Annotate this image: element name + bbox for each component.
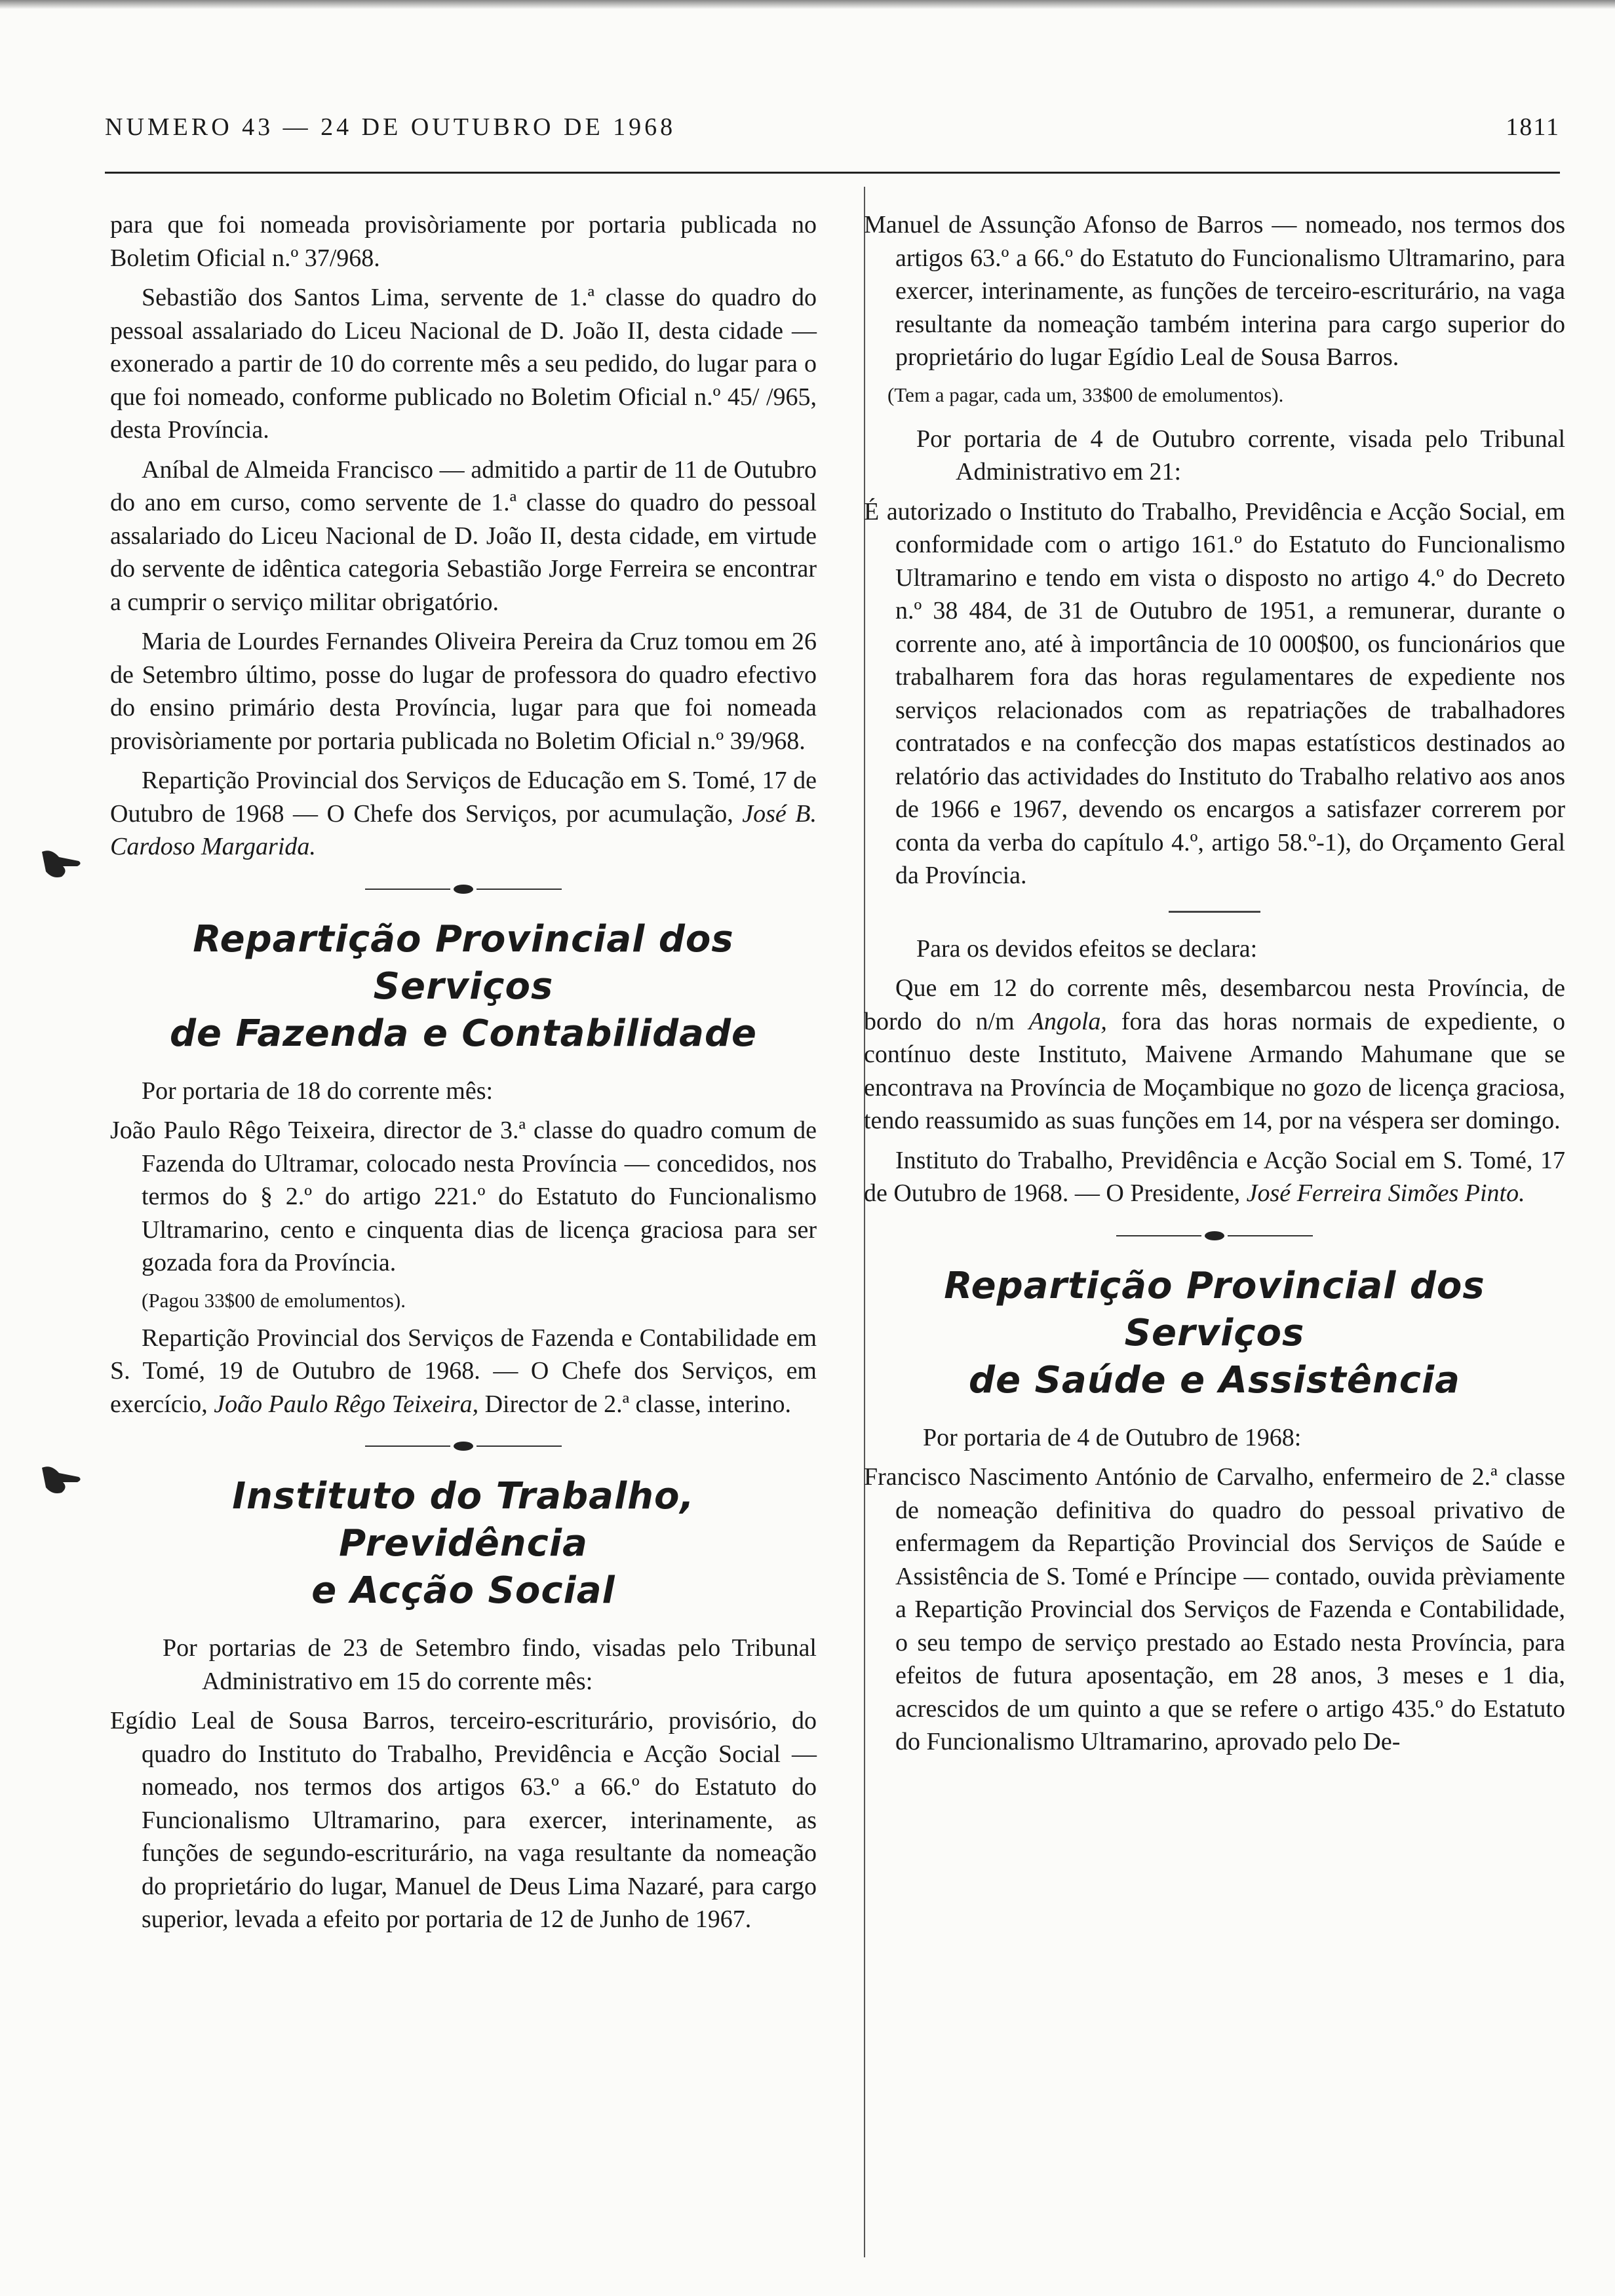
paragraph-declaracao: Que em 12 do corrente mês, desembarcou nesta Província, de bordo do n/m Angola, fora das horas normais de expediente, o contínuo deste Instituto, Maivene Armando Mahumane que se encontrava na Província de Moçambique no gozo de licença graciosa, tendo reassumido as suas funções em 14, por na véspera ser domingo. xyxy=(864,974,1566,1134)
scan-edge xyxy=(0,0,1615,9)
pointing-hand-icon xyxy=(39,1461,85,1498)
issue-line: NUMERO 43 — 24 DE OUTUBRO DE 1968 xyxy=(105,113,676,141)
section-divider xyxy=(365,1436,562,1456)
signature: João Paulo Rêgo Teixeira, xyxy=(214,1390,479,1418)
paragraph-manuel: Manuel de Assunção Afonso de Barros — nomeado, nos termos dos artigos 63.º a 66.º do Estatuto do Funcionalismo Ultramarino, para exercer, interinamente, as funções de terceiro-escriturário, na vaga resultante da nomeação também interina para cargo superior do proprietário do lugar Egídio Leal de Sousa Barros. xyxy=(864,211,1565,371)
section-title-instituto: Instituto do Trabalho, Previdência e Acção Social xyxy=(232,1475,695,1612)
closing-instituto: Instituto do Trabalho, Previdência e Acção Social em S. Tomé, 17 de Outubro de 1968. — O Presidente, José Ferreira Simões Pinto. xyxy=(864,1146,1565,1207)
closing-text: Repartição Provincial dos Serviços de Educação em S. Tomé, 17 de Outubro de 1968 — O Chefe dos Serviços, por acumulação, xyxy=(110,767,817,828)
section-title-saude: Repartição Provincial dos Serviços de Saúde e Assistência xyxy=(944,1264,1485,1402)
signature: José Ferreira Simões Pinto. xyxy=(1246,1179,1525,1207)
intro-fazenda: Por portaria de 18 do corrente mês: xyxy=(142,1077,494,1105)
paragraph-joao-paulo: João Paulo Rêgo Teixeira, director de 3.ª classe do quadro comum de Fazenda do Ultramar, colocado nesta Província — concedidos, nos termos do § 2.º do artigo 221.º do Estatuto do Funcionalismo Ultramarino, cento e cinquenta dias de licença graciosa para ser gozada fora da Província. xyxy=(110,1117,817,1276)
right-column xyxy=(864,208,1565,1765)
closing-educacao xyxy=(110,764,817,864)
left-column xyxy=(110,208,817,1943)
page-number: 1811 xyxy=(1506,113,1560,141)
paragraph-francisco: Francisco Nascimento António de Carvalho, enfermeiro de 2.ª classe de nomeação definitiva do quadro do pessoal privativo de enfermagem da Repartição Provincial dos Serviços de Saúde e Assistência de S. Tomé e Príncipe — contado, ouvida prèviamente a Repartição Provincial dos Serviços de Fazenda e Contabilidade, o seu tempo de serviço prestado ao Estado nesta Província, para efeitos de futura aposentação, em 28 anos, 3 meses e 1 dia, acrescidos de um quinto a que se refere o artigo 435.º do Estatuto do Funcionalismo Ultramarino, aprovado pelo De- xyxy=(864,1463,1565,1755)
signature: José B. Cardoso Margarida. xyxy=(110,799,817,860)
section-divider xyxy=(365,879,562,899)
emolument-note: (Tem a pagar, cada um, 33$00 de emolumentos). xyxy=(887,383,1284,406)
paragraph-sebastiao: Sebastião dos Santos Lima, servente de 1.ª classe do quadro do pessoal assalariado do Liceu Nacional de D. João II, desta cidade — exonerado a partir de 10 do corrente mês a seu pedido, do lugar para o que foi nomeado, conforme publicado no Boletim Oficial n.º 45/ /965, desta Província. xyxy=(110,284,817,444)
short-divider xyxy=(1169,911,1260,913)
emolument-note: (Pagou 33$00 de emolumentos). xyxy=(142,1288,406,1312)
header-rule xyxy=(105,172,1560,174)
intro-declara: Para os devidos efeitos se declara: xyxy=(916,934,1258,963)
section-title-fazenda: Repartição Provincial dos Serviços de Fazenda e Contabilidade xyxy=(169,917,758,1055)
paragraph-autorizado: É autorizado o Instituto do Trabalho, Previdência e Acção Social, em conformidade com o artigo 161.º do Estatuto do Funcionalismo Ultramarino e tendo em vista o disposto no artigo 4.º do Decreto n.º 38 484, de 31 de Outubro de 1951, a remunerar, durante o corrente ano, até à importância de 10 000$00, os funcionários que trabalharem fora das horas regulamentares de expediente nos serviços relacionados com as repatriações de trabalhadores contratados e na confecção dos mapas estatísticos destinados ao relatório das actividades do Instituto do Trabalho relativo aos anos de 1966 e 1967, devendo os encargos a satisfazer correrem por conta da verba do capítulo 4.º, artigo 58.º-1), do Orçamento Geral da Província. xyxy=(864,497,1565,889)
section-divider xyxy=(1116,1226,1313,1246)
running-head xyxy=(105,113,1560,152)
intro-portaria-outubro: Por portaria de 4 de Outubro corrente, visada pelo Tribunal Administrativo em 21: xyxy=(916,425,1565,486)
paragraph-egidio: Egídio Leal de Sousa Barros, terceiro-escriturário, provisório, do quadro do Instituto do Trabalho, Previdência e Acção Social — nomeado, nos termos dos artigos 63.º a 66.º do Estatuto do Funcionalismo Ultramarino, para exercer, interinamente, as funções de segundo-escriturário, na vaga resultante da nomeação do proprietário do lugar, Manuel de Deus Lima Nazaré, para cargo superior, levada a efeito por portaria de 12 de Junho de 1967. xyxy=(110,1707,817,1933)
paragraph-maria: Maria de Lourdes Fernandes Oliveira Pereira da Cruz tomou em 26 de Setembro último, posse do lugar de professora do quadro efectivo do ensino primário desta Província, lugar para que foi nomeada provisòriamente por portaria publicada no Boletim Oficial n.º 39/968. xyxy=(110,628,817,755)
intro-saude: Por portaria de 4 de Outubro de 1968: xyxy=(923,1423,1302,1451)
closing-fazenda: Repartição Provincial dos Serviços de Fazenda e Contabilidade em S. Tomé, 19 de Outubro de 1968. — O Chefe dos Serviços, em exercício, João Paulo Rêgo Teixeira, Director de 2.ª classe, interino. xyxy=(110,1324,817,1418)
paragraph-anibal: Aníbal de Almeida Francisco — admitido a partir de 11 de Outubro do ano em curso, como servente de 1.ª classe do quadro do pessoal assalariado do Liceu Nacional de D. João II, desta cidade, em virtude do servente de idêntica categoria Sebastião Jorge Ferreira se encontrar a cumprir o serviço militar obrigatório. xyxy=(110,455,817,616)
pointing-hand-icon xyxy=(39,845,85,882)
ship-name: Angola, xyxy=(1028,1007,1107,1035)
intro-instituto: Por portarias de 23 de Setembro findo, visadas pelo Tribunal Administrativo em 15 do corrente mês: xyxy=(163,1634,817,1695)
paragraph-continuation: para que foi nomeada provisòriamente por portaria publicada no Boletim Oficial n.º 37/968. xyxy=(110,211,817,272)
